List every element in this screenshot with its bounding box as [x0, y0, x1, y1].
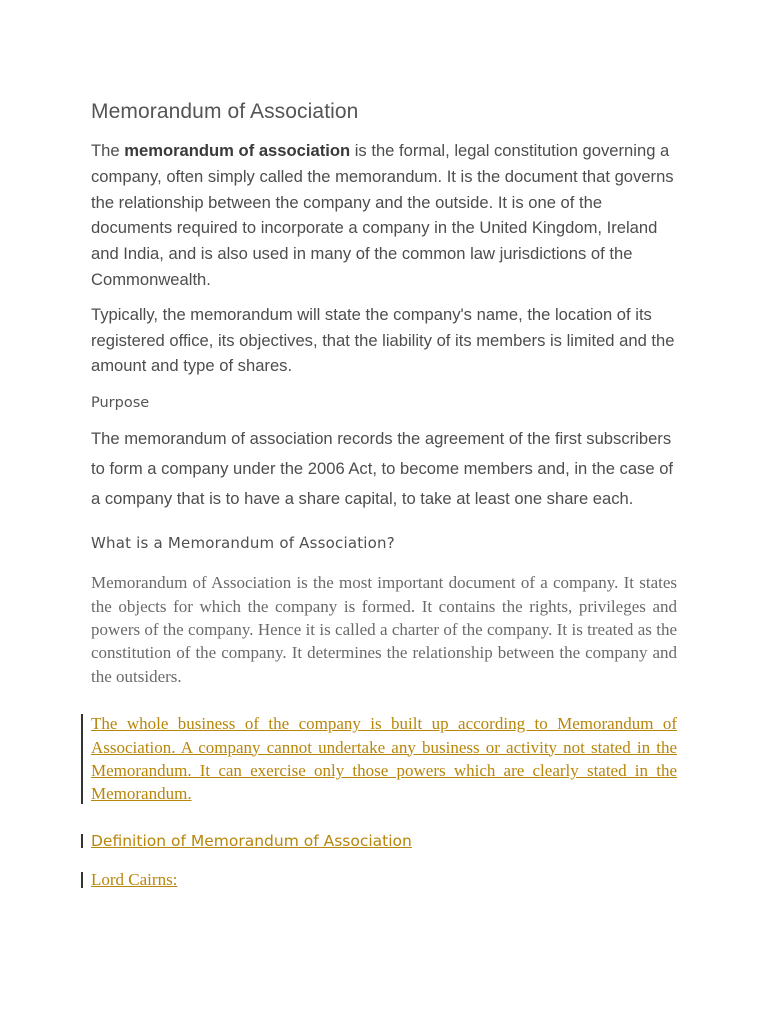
- definition-link[interactable]: Definition of Memorandum of Association: [91, 831, 412, 850]
- typically-paragraph: Typically, the memorandum will state the company's name, the location of its registered office, its objectives, that the liability of its members is limited and the amount and type of shares.: [91, 304, 675, 376]
- answer-paragraph: Memorandum of Association is the most important document of a company. It states the objects for which the company is formed. It contains the rights, privileges and powers of the company. Hence it is called a charter of the company. It is treated as the constitution of the company. It determines the relationship between the company and the outsiders.: [91, 573, 677, 686]
- linked-paragraph-block: [91, 712, 677, 806]
- intro-bold-term: memorandum of association: [124, 141, 351, 160]
- purpose-paragraph: The memorandum of association records the agreement of the first subscribers to form a company under the 2006 Act, to become members and, in the case of a company that is to have a share capital, to take at least one share each.: [91, 429, 674, 509]
- question-heading: What is a Memorandum of Association?: [91, 534, 395, 553]
- intro-paragraph: [91, 138, 677, 293]
- lord-cairns-link[interactable]: Lord Cairns:: [91, 869, 178, 889]
- document-content: [91, 100, 677, 890]
- intro-lead: The: [91, 141, 125, 160]
- page-title: Memorandum of Association: [91, 100, 359, 123]
- intro-rest: is the formal, legal constitution governing a company, often simply called the memorandum. It is the document that governs the relationship between the company and the outside. It is one of the documents required to incorporate a company in the United Kingdom, Ireland and India, and is also used in many of the common law jurisdictions of the Commonwealth.: [91, 141, 674, 289]
- purpose-heading: Purpose: [91, 395, 150, 412]
- linked-paragraph[interactable]: The whole business of the company is built up according to Memorandum of Association. A company cannot undertake any business or activity not stated in the Memorandum. It can exercise only those powers which are clearly stated in the Memorandum.: [91, 714, 677, 804]
